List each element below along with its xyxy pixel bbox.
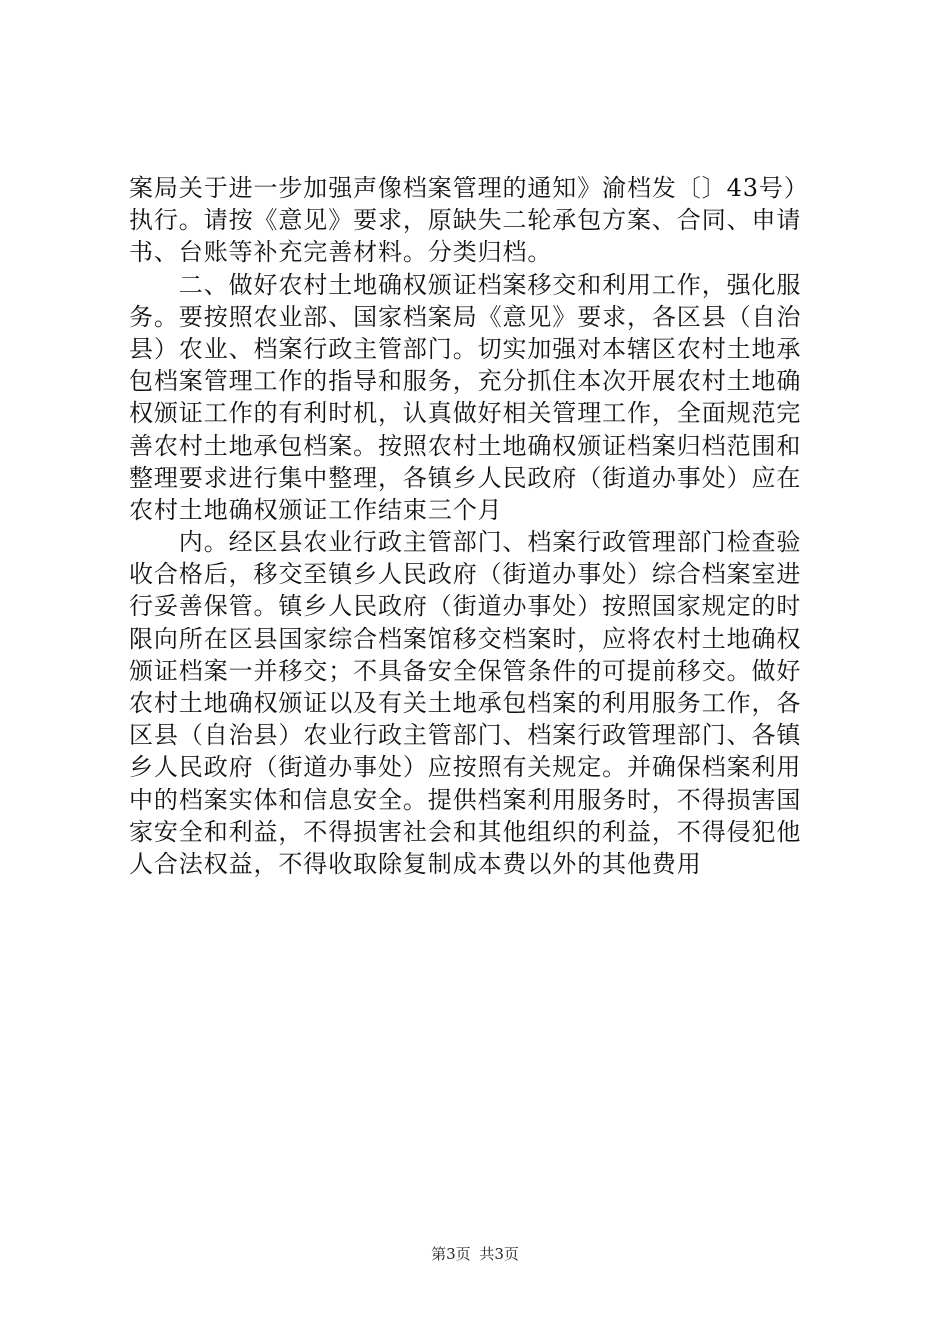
text-line: 行妥善保管。镇乡人民政府（街道办事处）按照国家规定的时 — [129, 592, 802, 621]
document-body — [129, 172, 829, 880]
text-line: 善农村土地承包档案。按照农村土地确权颁证档案归档范围和 — [129, 431, 802, 460]
text-line: 人合法权益，不得收取除复制成本费以外的其他费用 — [129, 849, 702, 878]
text-line: 执行。请按《意见》要求，原缺失二轮承包方案、合同、申请 — [129, 206, 802, 235]
text-line: 农村土地确权颁证工作结束三个月 — [129, 495, 503, 524]
text-line: 二、做好农村土地确权颁证档案移交和利用工作，强化服 — [129, 270, 802, 299]
text-line: 家安全和利益，不得损害社会和其他组织的利益，不得侵犯他 — [129, 817, 802, 846]
text-line: 乡人民政府（街道办事处）应按照有关规定。并确保档案利用 — [129, 753, 802, 782]
text-line: 内。经区县农业行政主管部门、档案行政管理部门检查验 — [129, 528, 802, 557]
text-line: 案局关于进一步加强声像档案管理的通知》渝档发〔〕43号） — [129, 174, 809, 202]
text-line: 区县（自治县）农业行政主管部门、档案行政管理部门、各镇 — [129, 721, 802, 750]
text-line: 整理要求进行集中整理，各镇乡人民政府（街道办事处）应在 — [129, 463, 802, 492]
text-line: 农村土地确权颁证以及有关土地承包档案的利用服务工作，各 — [129, 689, 802, 717]
page-total: 共3页 — [479, 1245, 519, 1263]
text-line: 务。要按照农业部、国家档案局《意见》要求，各区县（自治 — [129, 302, 802, 331]
text-line: 书、台账等补充完善材料。分类归档。 — [129, 238, 553, 267]
text-line: 县）农业、档案行政主管部门。切实加强对本辖区农村土地承 — [129, 334, 802, 363]
text-line: 限向所在区县国家综合档案馆移交档案时，应将农村土地确权 — [129, 624, 802, 653]
text-line: 权颁证工作的有利时机，认真做好相关管理工作，全面规范完 — [129, 399, 802, 428]
page-number: 第3页 — [431, 1245, 471, 1263]
text-line: 收合格后，移交至镇乡人民政府（街道办事处）综合档案室进 — [129, 560, 802, 589]
text-line: 中的档案实体和信息安全。提供档案利用服务时，不得损害国 — [129, 785, 802, 814]
text-line: 颁证档案一并移交；不具备安全保管条件的可提前移交。做好 — [129, 656, 802, 685]
text-line: 包档案管理工作的指导和服务，充分抓住本次开展农村土地确 — [129, 367, 802, 396]
page-footer — [0, 1243, 950, 1265]
